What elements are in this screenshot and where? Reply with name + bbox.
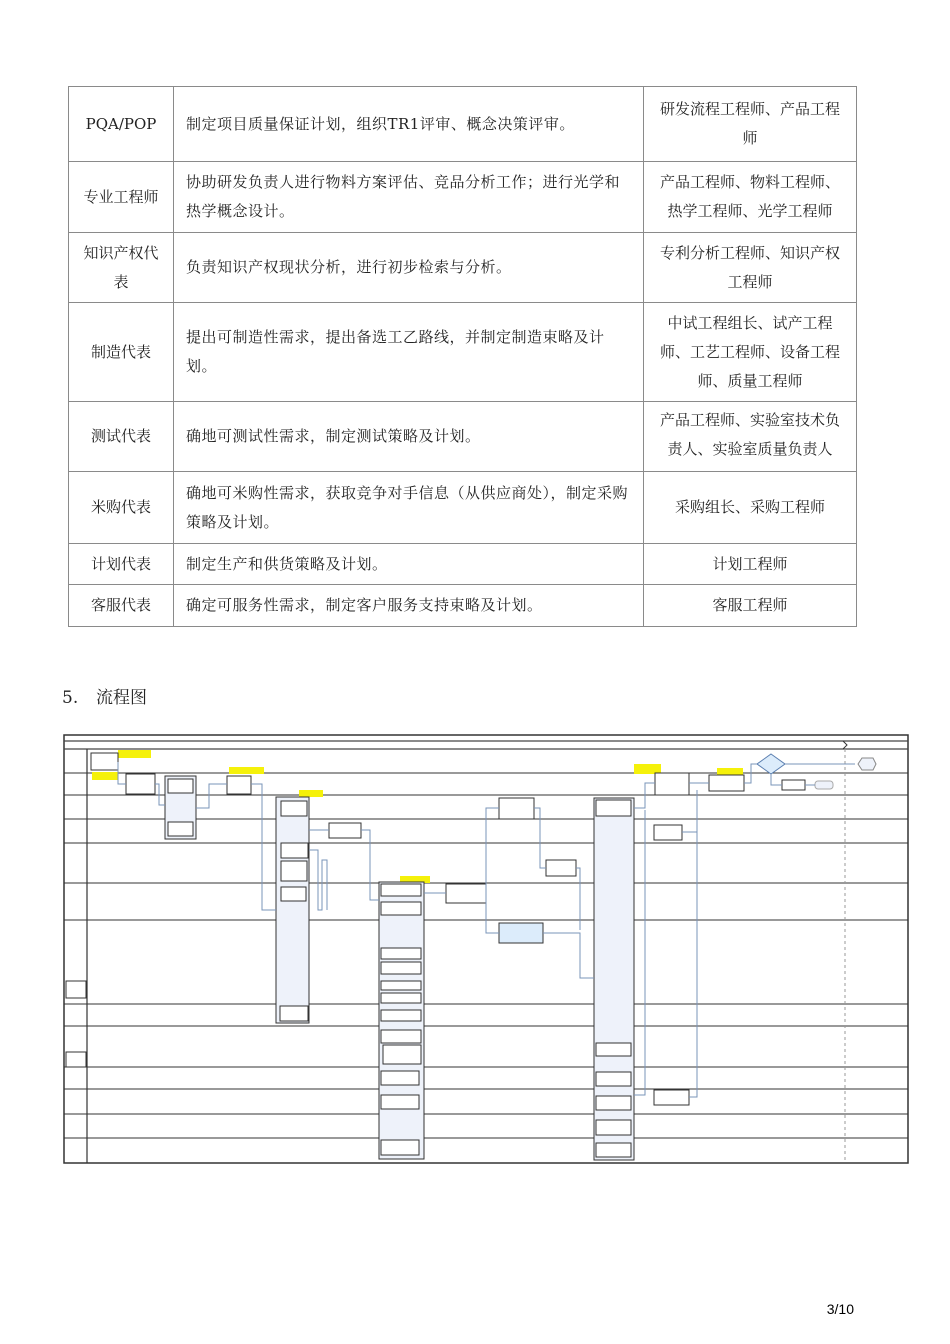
connector-lines <box>118 762 855 1097</box>
end-terminal <box>858 758 876 770</box>
highlighted-activity-box <box>499 923 543 943</box>
role-cell: 米购代表 <box>69 472 174 544</box>
duty-cell: 提出可制造性需求，提出备选工乙路线，并制定制造束略及计划。 <box>174 303 644 402</box>
table-row <box>69 303 857 402</box>
duty-cell: 制定项目质量保证计划，组织TR1评审、概念决策评审。 <box>174 87 644 162</box>
role-cell: 测试代表 <box>69 402 174 472</box>
role-cell: 计划代表 <box>69 544 174 585</box>
role-cell: 客服代表 <box>69 585 174 627</box>
table-row <box>69 585 857 627</box>
header-bands <box>64 741 908 749</box>
staff-cell: 采购组长、采购工程师 <box>644 472 857 544</box>
staff-cell: 计划工程师 <box>644 544 857 585</box>
activity-boxes <box>91 753 805 1157</box>
lane-separators <box>64 773 908 1138</box>
staff-cell: 中试工程组长、试产工程师、工艺工程师、设备工程师、质量工程师 <box>644 303 857 402</box>
milestone-markers <box>92 750 743 883</box>
section-number: 5. <box>62 688 79 708</box>
duty-cell: 制定生产和供货策略及计划。 <box>174 544 644 585</box>
staff-text: 产品工程师、物料工程师、热学工程师、光学工程师 <box>659 173 840 220</box>
staff-cell: 研发流程工程师、产品工程师 <box>644 87 857 162</box>
table-row <box>69 87 857 162</box>
end-terminal <box>815 781 833 789</box>
table-row <box>69 233 857 303</box>
decision-diamond <box>757 754 785 774</box>
duty-cell: 协助研发负责人进行物料方案评估、竞品分析工作；进行光学和热学概念设计。 <box>174 162 644 233</box>
section-title: 流程图 <box>96 688 147 708</box>
table-row <box>69 162 857 233</box>
table-row <box>69 544 857 585</box>
lane-label-box <box>66 981 86 998</box>
duty-cell: 确地可米购性需求，获取竞争对手信息（从供应商处），制定采购策略及计划。 <box>174 472 644 544</box>
duty-cell: 确地可测试性需求，制定测试策略及计划。 <box>174 402 644 472</box>
activity-columns <box>165 776 634 1160</box>
role-cell: PQA/POP <box>69 87 174 162</box>
chevron-right-icon <box>843 741 847 749</box>
table-row <box>69 472 857 544</box>
staff-text: 产品工程师、实验室技术负责人、实验室质量负责人 <box>659 410 840 458</box>
staff-cell: 专利分析工程师、知识产权工程师 <box>644 233 857 303</box>
role-cell: 专业工程师 <box>69 162 174 233</box>
table-row <box>69 402 857 472</box>
duty-cell: 确定可服务性需求，制定客户服务支持束略及计划。 <box>174 585 644 627</box>
lane-label-box <box>66 1052 86 1067</box>
roles-table <box>68 86 857 627</box>
role-cell: 知识产权代表 <box>69 233 174 303</box>
flowchart-frame <box>64 735 908 1163</box>
staff-cell: 客服工程师 <box>644 585 857 627</box>
duty-cell: 负责知识产权现状分析，进行初步检索与分析。 <box>174 233 644 303</box>
section-heading <box>62 683 147 708</box>
role-cell: 制造代表 <box>69 303 174 402</box>
page-number: 3/10 <box>826 1301 854 1317</box>
staff-cell <box>644 402 857 472</box>
staff-cell <box>644 162 857 233</box>
